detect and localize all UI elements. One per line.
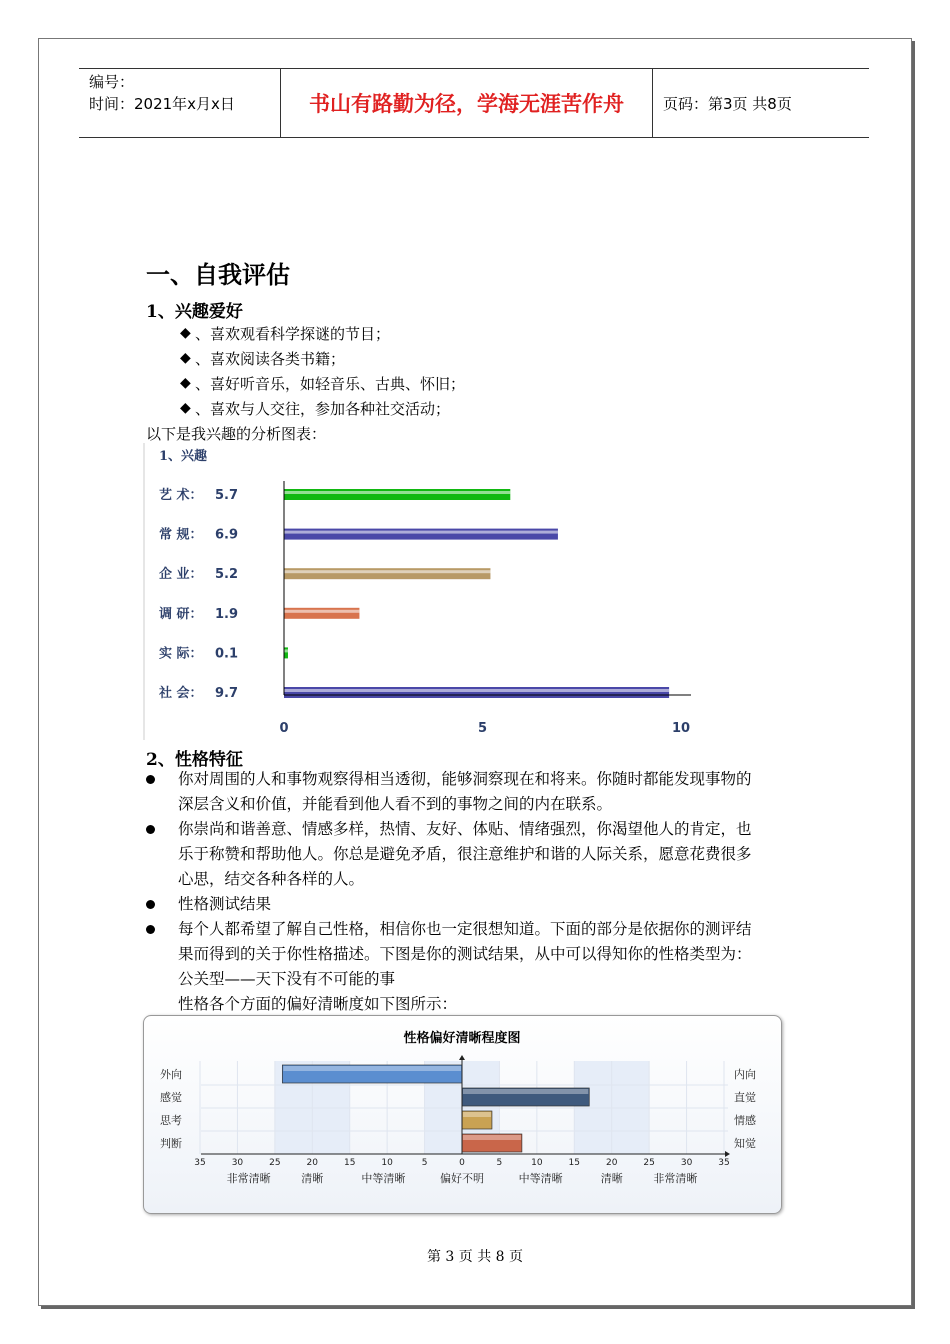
- bar-highlight: [463, 1135, 521, 1140]
- x-tick-label: 25: [643, 1158, 655, 1168]
- x-tick-label: 15: [343, 1158, 356, 1168]
- x-tick-label: 10: [671, 721, 691, 736]
- zone-label: 非常清晰: [226, 1172, 271, 1185]
- x-tick-label: 5: [421, 1158, 428, 1168]
- header-motto: 书山有路勤为径，学海无涯苦作舟: [281, 69, 653, 137]
- personality-chart: [144, 1016, 781, 1213]
- value-label: 9.7: [215, 686, 239, 701]
- value-label: 1.9: [215, 606, 239, 622]
- right-trait-label: 内向: [734, 1068, 756, 1081]
- value-label: 5.2: [215, 567, 239, 583]
- x-tick-label: 30: [231, 1158, 244, 1168]
- x-tick-label: 5: [496, 1158, 503, 1168]
- right-trait-label: 知觉: [734, 1137, 756, 1150]
- interest-item: 、喜欢阅读各类书籍；: [195, 350, 346, 368]
- interest-chart: [143, 443, 703, 740]
- interest-chart-title: 1、兴趣: [159, 449, 208, 464]
- bar-highlight: [284, 491, 510, 494]
- personality-line: 深层含义和价值，并能看到他人看不到的事物之间的内在联系。: [178, 795, 613, 813]
- zone-label: 非常清晰: [653, 1172, 698, 1185]
- category-label: 调 研：: [159, 606, 203, 622]
- page-footer: 第 3 页 共 8 页: [426, 1249, 524, 1265]
- bar: [284, 568, 490, 579]
- x-tick-label: 20: [605, 1158, 618, 1168]
- bar: [284, 608, 359, 619]
- personality-chart-panel: [143, 1015, 782, 1214]
- category-label: 企 业：: [159, 567, 203, 583]
- personality-chart-title: 性格偏好清晰程度图: [403, 1031, 521, 1046]
- value-label: 5.7: [215, 488, 239, 503]
- bullet-dot: [146, 900, 155, 909]
- x-tick-label: 10: [381, 1158, 393, 1168]
- personality-line: 公关型——天下没有不可能的事: [178, 970, 396, 988]
- bullet-dot: [146, 925, 155, 934]
- interest-item: 、喜欢与人交往，参加各种社交活动；: [195, 400, 451, 418]
- bar-highlight: [283, 1066, 461, 1071]
- x-tick-label: 20: [306, 1158, 319, 1168]
- value-label: 6.9: [215, 527, 239, 543]
- bar-highlight: [284, 689, 669, 692]
- category-label: 社 会：: [159, 686, 203, 701]
- bar-highlight: [284, 610, 359, 613]
- left-trait-label: 感觉: [160, 1091, 182, 1104]
- left-trait-label: 判断: [160, 1137, 182, 1150]
- doc-number: 编号：: [89, 73, 135, 91]
- bar-highlight: [284, 570, 490, 573]
- bar: [284, 489, 510, 500]
- bar-highlight: [463, 1089, 588, 1094]
- left-trait-label: 思考: [160, 1114, 182, 1127]
- header-left: [79, 69, 281, 137]
- x-tick-label: 10: [531, 1158, 543, 1168]
- x-tick-label: 35: [194, 1158, 206, 1168]
- zone-label: 清晰: [600, 1172, 623, 1185]
- left-trait-label: 外向: [160, 1068, 182, 1081]
- zone-label: 中等清晰: [518, 1172, 563, 1185]
- personality-line: 每个人都希望了解自己性格，相信你也一定很想知道。下面的部分是依据你的测评结: [178, 920, 752, 938]
- zone-label: 清晰: [301, 1172, 324, 1185]
- personality-line: 性格测试结果: [178, 895, 272, 913]
- bullet-diamond: ◆: [180, 375, 191, 391]
- right-trait-label: 情感: [734, 1114, 756, 1127]
- personality-line: 你崇尚和谐善意、情感多样，热情、友好、体贴、情绪强烈，你渴望他人的肯定，也: [178, 820, 752, 838]
- x-tick-label: 15: [568, 1158, 581, 1168]
- bullet-diamond: ◆: [180, 400, 191, 416]
- x-tick-label: 25: [269, 1158, 281, 1168]
- chart-intro: 以下是我兴趣的分析图表：: [146, 425, 327, 443]
- x-tick-label: 5: [477, 721, 488, 736]
- personality-line: 果而得到的关于你性格描述。下图是你的测试结果，从中可以得知你的性格类型为：: [178, 945, 752, 963]
- bullet-diamond: ◆: [180, 325, 191, 341]
- category-label: 实 际：: [159, 646, 203, 662]
- zone-label: 偏好不明: [440, 1172, 484, 1185]
- bar-highlight: [284, 531, 558, 534]
- page-header: [79, 68, 869, 138]
- interest-item: 、喜好听音乐，如轻音乐、古典、怀旧；: [195, 375, 466, 393]
- x-tick-label: 0: [459, 1158, 465, 1168]
- bar: [284, 647, 288, 658]
- personality-line: 你对周围的人和事物观察得相当透彻，能够洞察现在和将来。你随时都能发现事物的: [178, 770, 752, 788]
- right-trait-label: 直觉: [734, 1091, 756, 1104]
- personality-line: 乐于称赞和帮助他人。你总是避免矛盾，很注意维护和谐的人际关系，愿意花费很多: [178, 845, 752, 863]
- doc-time: 时间：2021年x月x日: [89, 95, 235, 113]
- section-title: 一、自我评估: [146, 260, 290, 289]
- zone-label: 中等清晰: [361, 1172, 406, 1185]
- bullet-dot: [146, 825, 155, 834]
- bullet-dot: [146, 775, 155, 784]
- axis-arrow-right: [725, 1151, 730, 1157]
- category-label: 常 规：: [159, 527, 203, 543]
- personality-title: 2、性格特征: [146, 750, 243, 770]
- axis-arrow-up: [459, 1055, 465, 1060]
- bar-highlight: [463, 1112, 491, 1117]
- bar: [284, 687, 669, 698]
- value-label: 0.1: [215, 646, 239, 662]
- personality-line: 心思，结交各种各样的人。: [178, 870, 365, 888]
- x-tick-label: 0: [279, 721, 289, 736]
- interests-title: 1、兴趣爱好: [146, 302, 243, 322]
- bar-highlight: [284, 649, 288, 652]
- bullet-diamond: ◆: [180, 350, 191, 366]
- x-tick-label: 35: [718, 1158, 730, 1168]
- x-tick-label: 30: [680, 1158, 693, 1168]
- category-label: 艺 术：: [159, 488, 203, 503]
- bar: [284, 529, 558, 540]
- personality-line: 性格各个方面的偏好清晰度如下图所示：: [178, 995, 458, 1013]
- interest-item: 、喜欢观看科学探谜的节目；: [195, 325, 391, 343]
- header-page-info: 页码：第3页 共8页: [663, 94, 792, 113]
